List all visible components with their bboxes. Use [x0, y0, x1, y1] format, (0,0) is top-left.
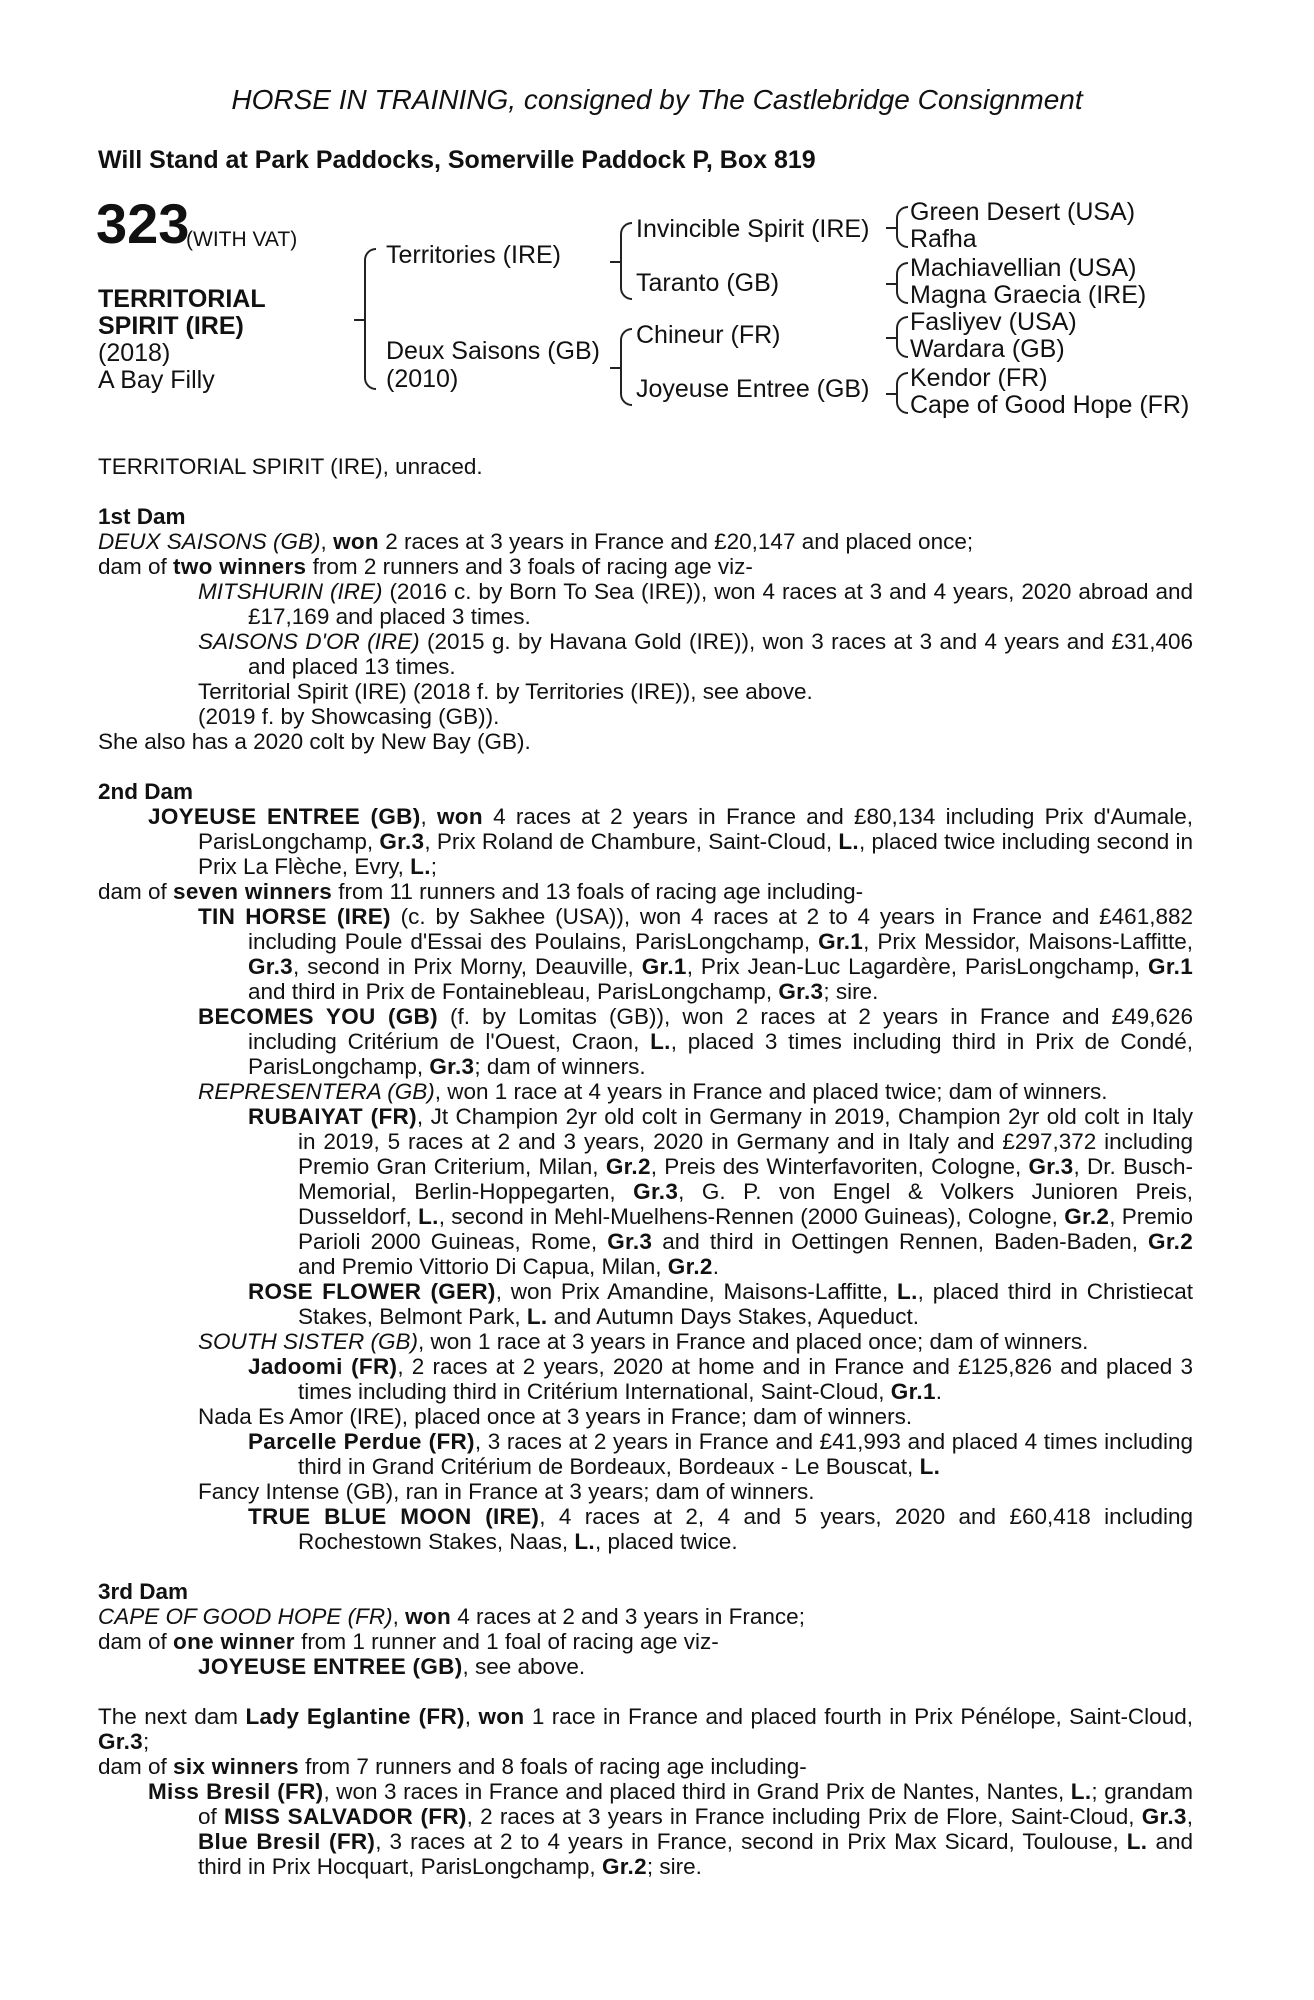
race-grade: Gr.2 [667, 1254, 713, 1279]
vat-note: (WITH VAT) [186, 228, 298, 251]
horse-name-line1: TERRITORIAL [98, 285, 266, 313]
text-run: , placed 3 times including third in Prix de Condé, ParisLongchamp, [248, 1029, 1193, 1079]
third-dam-record [98, 1604, 1193, 1629]
text-run: ; dam of winners. [474, 1054, 646, 1079]
produce-name: JOYEUSE ENTREE (GB) [198, 1654, 463, 1679]
text-run: ; [430, 854, 438, 879]
text-run: and third in Oettingen Rennen, Baden-Baden, [652, 1229, 1149, 1254]
produce-entry: Nada Es Amor (IRE), placed once at 3 years in France; dam of winners. [198, 1404, 913, 1429]
second-dam-produce-summary [98, 879, 1193, 904]
text-run: from 7 runners and 8 foals of racing age including- [298, 1754, 807, 1779]
text-run: The next dam [98, 1704, 246, 1729]
text-run: and Autumn Days Stakes, Aqueduct. [547, 1304, 919, 1329]
pedigree-sire-sire: Invincible Spirit (IRE) [636, 215, 870, 243]
race-grade: Gr.3 [98, 1729, 143, 1754]
race-grade: Gr.3 [429, 1054, 475, 1079]
pedigree-dam-year: (2010) [386, 365, 459, 393]
race-grade: Gr.2 [1148, 1229, 1194, 1254]
text-run: dam of [98, 1629, 174, 1654]
text-run: 1 race in France and placed fourth in Prix Pénélope, Saint-Cloud, [524, 1704, 1193, 1729]
race-grade: Gr.3 [379, 829, 425, 854]
pedigree-gg4: Magna Graecia (IRE) [910, 281, 1147, 309]
dam-name: DEUX SAISONS (GB) [98, 529, 321, 554]
race-grade: Gr.2 [605, 1154, 651, 1179]
race-grade: Gr.2 [1064, 1204, 1110, 1229]
race-grade: Gr.2 [601, 1854, 647, 1879]
produce-entry [98, 904, 1193, 1004]
produce-name: SAISONS D'OR (IRE) [198, 629, 420, 654]
text-run: and third in Prix de Fontainebleau, ParisLongchamp, [248, 979, 779, 1004]
text-run: 4 races at 2 and 3 years in France; [451, 1604, 805, 1629]
pedigree-gg7: Kendor (FR) [910, 364, 1048, 392]
text-run: . [712, 1254, 720, 1279]
produce-name: TRUE BLUE MOON (IRE) [248, 1504, 540, 1529]
text-run: ; sire. [646, 1854, 702, 1879]
pedigree-bracket [896, 372, 908, 414]
race-grade: Gr.1 [890, 1379, 936, 1404]
lot-number: 323 [96, 192, 190, 255]
text-run: , placed third in Christiecat Stakes, Belmont Park, [298, 1279, 1193, 1329]
grandchild-entry [98, 1104, 1193, 1279]
text-run: 2 races at 3 years in France and £20,147 and placed once; [378, 529, 974, 554]
next-dam-record [98, 1704, 1193, 1754]
race-grade: L. [1070, 1779, 1092, 1804]
grandchild-entry [98, 1429, 1193, 1479]
produce-entry [98, 1779, 1193, 1879]
pedigree-gg6: Wardara (GB) [910, 335, 1065, 363]
first-dam-record [98, 529, 1193, 554]
text-run: , second in Prix Morny, Deauville, [292, 954, 642, 979]
horse-year: (2018) [98, 339, 171, 367]
produce-name: BECOMES YOU (GB) [198, 1004, 438, 1029]
produce-entry [98, 1329, 1193, 1354]
horse-name-line2: SPIRIT (IRE) [98, 312, 244, 340]
produce-entry: Fancy Intense (GB), ran in France at 3 years; dam of winners. [198, 1479, 815, 1504]
race-grade: Gr.3 [778, 979, 824, 1004]
text-run: , 2 races at 3 years in France including Prix de Flore, Saint-Cloud, [466, 1804, 1142, 1829]
winners-count: six winners [173, 1754, 299, 1779]
race-grade: Gr.3 [633, 1179, 679, 1204]
stand-location: Will Stand at Park Paddocks, Somerville Paddock P, Box 819 [98, 146, 816, 174]
produce-entry: Territorial Spirit (IRE) (2018 f. by Territories (IRE)), see above. [198, 679, 813, 704]
text-run: (c. by Sakhee (USA)), won 4 races at 2 to 4 years in France and £461,882 including Poule d'Essai des Poulains, ParisLongchamp, [248, 904, 1193, 954]
pedigree-bracket [896, 316, 908, 358]
text-run: and third in Prix Hocquart, ParisLongchamp, [198, 1829, 1193, 1879]
pedigree-bracket [896, 206, 908, 248]
race-grade: Gr.3 [607, 1229, 653, 1254]
dam-name: Lady Eglantine (FR) [245, 1704, 465, 1729]
text-run: ; grandam of [198, 1779, 1193, 1829]
pedigree-gg3: Machiavellian (USA) [910, 254, 1137, 282]
produce-entry [98, 629, 1193, 679]
race-grade: L. [410, 854, 431, 879]
grandchild-entry [98, 1279, 1193, 1329]
text-run: , [464, 1704, 479, 1729]
produce-name: Jadoomi (FR) [248, 1354, 398, 1379]
text-run: , Jt Champion 2yr old colt in Germany in 2019, Champion 2yr old colt in Italy in 2019, 5 races at 2 and 3 years, 2020 in Germany and in Italy and £297,372 including Premio Gran Criterium, Milan, [298, 1104, 1193, 1179]
text-run: , [320, 529, 334, 554]
text-run: dam of [98, 879, 174, 904]
produce-name: Parcelle Perdue (FR) [248, 1429, 475, 1454]
text-run: , placed twice including second in Prix La Flèche, Evry, [198, 829, 1194, 879]
first-dam-produce-summary [98, 554, 1193, 579]
race-grade: Gr.1 [818, 929, 864, 954]
pedigree-bracket [896, 262, 908, 304]
text-run: , won Prix Amandine, Maisons-Laffitte, [495, 1279, 898, 1304]
winners-count: seven winners [173, 879, 333, 904]
text-run: dam of [98, 1754, 174, 1779]
won-label: won [436, 804, 483, 829]
text-run: dam of [98, 554, 174, 579]
won-label: won [405, 1604, 452, 1629]
pedigree-dam-sire: Chineur (FR) [636, 321, 781, 349]
text-run: , Prix Jean-Luc Lagardère, ParisLongchamp, [686, 954, 1149, 979]
race-grade: Gr.1 [641, 954, 687, 979]
race-grade: L. [1126, 1829, 1148, 1854]
text-run: from 11 runners and 13 foals of racing age including- [332, 879, 864, 904]
horse-description: A Bay Filly [98, 366, 215, 394]
pedigree-sire: Territories (IRE) [386, 241, 562, 269]
text-run: from 1 runner and 1 foal of racing age viz- [294, 1629, 719, 1654]
text-run: , second in Mehl-Muelhens-Rennen (2000 Guineas), Cologne, [438, 1204, 1065, 1229]
race-grade: L. [574, 1529, 595, 1554]
pedigree-gg1: Green Desert (USA) [910, 198, 1136, 226]
pedigree-bracket [620, 222, 632, 300]
spacer [98, 1679, 1193, 1704]
race-grade: Gr.3 [1028, 1154, 1074, 1179]
pedigree-dam-dam: Joyeuse Entree (GB) [636, 375, 870, 403]
produce-name: RUBAIYAT (FR) [248, 1104, 417, 1129]
text-run: ; [142, 1729, 150, 1754]
dam-name: JOYEUSE ENTREE (GB) [148, 804, 421, 829]
produce-entry [98, 1654, 1193, 1679]
produce-entry: (2019 f. by Showcasing (GB)). [198, 704, 500, 729]
race-grade: L. [418, 1204, 439, 1229]
produce-name: Miss Bresil (FR) [148, 1779, 324, 1804]
pedigree-notes [98, 454, 1193, 1879]
pedigree-sire-dam: Taranto (GB) [636, 269, 780, 297]
text-run: , placed twice. [595, 1529, 738, 1554]
race-grade: L. [838, 829, 859, 854]
text-run: , won 1 race at 4 years in France and placed twice; dam of winners. [434, 1079, 1108, 1104]
race-grade: L. [650, 1029, 671, 1054]
produce-entry [98, 1004, 1193, 1079]
third-dam-heading: 3rd Dam [98, 1579, 189, 1604]
won-label: won [478, 1704, 525, 1729]
grandchild-entry [98, 1504, 1193, 1554]
text-run: 4 races at 2 years in France and £80,134 including Prix d'Aumale, ParisLongchamp, [198, 804, 1193, 854]
race-grade: Gr.3 [248, 954, 293, 979]
grandchild-entry [98, 1354, 1193, 1404]
pedigree-bracket [364, 248, 376, 390]
produce-entry [98, 1079, 1193, 1104]
text-run: , 3 races at 2 to 4 years in France, second in Prix Max Sicard, Toulouse, [375, 1829, 1127, 1854]
text-run: , Dr. Busch-Memorial, Berlin-Hoppegarten, [298, 1154, 1193, 1204]
next-dam-produce-summary [98, 1754, 1193, 1779]
produce-name: SOUTH SISTER (GB) [198, 1329, 419, 1354]
race-grade: L. [526, 1304, 548, 1329]
second-dam-record [98, 804, 1193, 879]
pedigree-gg8: Cape of Good Hope (FR) [910, 391, 1190, 419]
text-run: , [420, 804, 437, 829]
text-run: , [1186, 1804, 1193, 1829]
race-grade: Gr.3 [1141, 1804, 1187, 1829]
text-run: , won 1 race at 3 years in France and placed once; dam of winners. [418, 1329, 1089, 1354]
text-run: , Preis des Winterfavoriten, Cologne, [650, 1154, 1029, 1179]
pedigree-dam: Deux Saisons (GB) [386, 337, 600, 365]
text-run: , G. P. von Engel & Volkers Junioren Preis, Dusseldorf, [298, 1179, 1193, 1229]
won-label: won [333, 529, 379, 554]
text-run: , 2 races at 2 years, 2020 at home and in France and £125,826 and placed 3 times including third in Critérium International, Saint-Cloud, [298, 1354, 1193, 1404]
text-run: , see above. [462, 1654, 586, 1679]
text-run: , 3 races at 2 years in France and £41,993 and placed 4 times including third in Grand Critérium de Bordeaux, Bordeaux - Le Bouscat, [298, 1429, 1194, 1479]
text-run: (2015 g. by Havana Gold (IRE)), won 3 races at 3 and 4 years and £31,406 and placed 13 times. [248, 629, 1193, 679]
produce-name: REPRESENTERA (GB) [198, 1079, 435, 1104]
second-dam-heading: 2nd Dam [98, 779, 194, 804]
text-run: , won 3 races in France and placed third in Grand Prix de Nantes, Nantes, [323, 1779, 1071, 1804]
unraced-note: TERRITORIAL SPIRIT (IRE), unraced. [98, 454, 483, 479]
text-run: from 2 runners and 3 foals of racing age viz- [306, 554, 753, 579]
produce-name: MISS SALVADOR (FR) [223, 1804, 467, 1829]
pedigree-gg5: Fasliyev (USA) [910, 308, 1077, 336]
text-run: ; sire. [823, 979, 879, 1004]
winners-count: two winners [173, 554, 307, 579]
horse-info [98, 286, 266, 394]
text-run: , [392, 1604, 406, 1629]
text-run: , 4 races at 2, 4 and 5 years, 2020 and £60,418 including Rochestown Stakes, Naas, [298, 1504, 1193, 1554]
dam-name: CAPE OF GOOD HOPE (FR) [98, 1604, 393, 1629]
third-dam-produce-summary [98, 1629, 1193, 1654]
text-run: (2016 c. by Born To Sea (IRE)), won 4 races at 3 and 4 years, 2020 abroad and £17,169 and placed 3 times. [248, 579, 1193, 629]
text-run: and Premio Vittorio Di Capua, Milan, [298, 1254, 668, 1279]
text-run: , Prix Roland de Chambure, Saint-Cloud, [424, 829, 839, 854]
text-run: (f. by Lomitas (GB)), won 2 races at 2 years in France and £49,626 including Critérium de l'Ouest, Craon, [248, 1004, 1193, 1054]
text-run: , Premio Parioli 2000 Guineas, Rome, [298, 1204, 1193, 1254]
page-title: HORSE IN TRAINING, consigned by The Castlebridge Consignment [231, 84, 1083, 115]
first-dam-heading: 1st Dam [98, 504, 186, 529]
pedigree-bracket [620, 328, 632, 406]
race-grade: L. [897, 1279, 918, 1304]
produce-name: Blue Bresil (FR) [198, 1829, 376, 1854]
text-run: , Prix Messidor, Maisons-Laffitte, [863, 929, 1194, 954]
text-run: . [935, 1379, 943, 1404]
winners-count: one winner [173, 1629, 295, 1654]
produce-name: MITSHURIN (IRE) [198, 579, 383, 604]
pedigree-gg2: Rafha [910, 225, 977, 253]
produce-entry [98, 579, 1193, 629]
produce-note: She also has a 2020 colt by New Bay (GB). [98, 729, 531, 754]
produce-name: TIN HORSE (IRE) [198, 904, 391, 929]
race-grade: L. [919, 1454, 941, 1479]
produce-name: ROSE FLOWER (GER) [248, 1279, 496, 1304]
race-grade: Gr.1 [1148, 954, 1194, 979]
